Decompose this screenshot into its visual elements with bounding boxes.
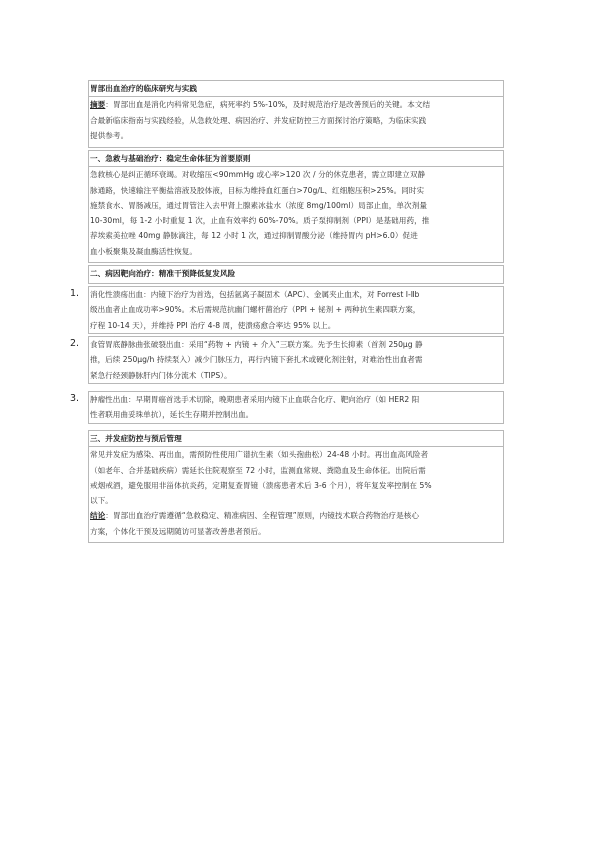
paragraph-line: 10-30ml，每 1-2 小时重复 1 次，止血有效率约 60%-70%。质子泵抑制剂（PPI）是基础用药，推 [90,216,430,226]
section-etiology-heading-box [88,265,504,284]
abstract-box [88,80,504,148]
list-number: 2. [70,338,80,349]
conclusion-line [89,508,503,523]
section-emergency-box [88,150,504,263]
paragraph-line: 血小板聚集及凝血酶活性恢复。 [90,246,198,256]
abstract-line: 合最新临床指南与实践经验，从急救处理、病因治疗、并发症防控三方面探讨治疗策略，为临床实践 [90,115,427,125]
list-item-line: 食管胃底静脉曲张破裂出血：采用“药物 + 内镜 + 介入”三联方案。先予生长抑素（首剂 250μg 静 [90,340,423,349]
list-item-box [88,336,504,384]
list-item-line: 推，后续 250μg/h 持续泵入）减少门脉压力，再行内镜下套扎术或硬化剂注射，对难治性出血者需 [90,355,423,365]
section-heading: 三、并发症防控与预后管理 [89,431,503,447]
paragraph-line: （如老年、合并基础疾病）需延长住院观察至 72 小时，监测血常规、粪隐血及生命体征。出院后需 [90,465,426,475]
list-number: 3. [70,393,80,404]
paragraph-line: 急救核心是纠正循环衰竭。对收缩压<90mmHg 或心率>120 次 / 分的休克患者，需立即建立双静 [90,170,426,180]
list-item-line: 性者联用曲妥珠单抗），延长生存期并控制出血。 [90,410,254,420]
section-heading: 二、病因靶向治疗：精准干预降低复发风险 [90,269,236,278]
paragraph-line: 脉通路，快速输注平衡盐溶液及胶体液，目标为维持血红蛋白>70g/L、红细胞压积>25%。同时实 [90,185,425,195]
conclusion-text: ：胃部出血治疗需遵循“急救稳定、精准病因、全程管理”原则，内镜技术联合药物治疗是核心 [105,511,420,521]
list-number: 1. [70,288,80,299]
list-item-box [88,286,504,334]
paragraph-line: 戒烟戒酒，避免服用非甾体抗炎药，定期复查胃镜（溃疡患者术后 3-6 个月），将年复发率控制在 5% [90,480,432,490]
list-item-box [88,391,504,424]
abstract-text: ：胃部出血是消化内科常见急症，病死率约 5%-10%，及时规范治疗是改善预后的关键。本文结 [105,100,431,110]
conclusion-label: 结论 [90,511,106,521]
section-complications-box [88,430,504,543]
conclusion-line: 方案，个体化干预及远期随访可显著改善患者预后。 [90,526,266,536]
document-title: 胃部出血治疗的临床研究与实践 [89,81,503,97]
list-item-line: 疗程 10-14 天），并维持 PPI 治疗 4-8 周，使溃疡愈合率达 95% 以上。 [90,320,336,330]
abstract-label: 摘要 [90,100,106,110]
paragraph-line: 施禁食水、胃肠减压，通过胃管注入去甲肾上腺素冰盐水（浓度 8mg/100ml）局部止血，单次剂量 [90,200,427,210]
list-item-line: 消化性溃疡出血：内镜下治疗为首选，包括氩离子凝固术（APC）、金属夹止血术，对 Forrest Ⅰ-Ⅱb [90,290,420,299]
paragraph-line: 常见并发症为感染、再出血，需预防性使用广谱抗生素（如头孢曲松）24-48 小时。再出血高风险者 [90,450,429,460]
abstract-line [89,97,503,112]
paragraph-line: 荐埃索美拉唑 40mg 静脉滴注，每 12 小时 1 次，通过抑制胃酸分泌（维持胃内 pH>6.0）促进 [90,231,418,241]
list-item-line: 级出血者止血成功率>90%。术后需规范抗幽门螺杆菌治疗（PPI + 铋剂 + 两种抗生素四联方案， [90,305,421,315]
section-heading: 一、急救与基础治疗：稳定生命体征为首要原则 [89,151,503,167]
list-item-line: 紧急行经颈静脉肝内门体分流术（TIPS）。 [90,370,232,380]
list-item-line: 肿瘤性出血：早期胃癌首选手术切除，晚期患者采用内镜下止血联合化疗、靶向治疗（如 HER2 阳 [90,395,420,404]
abstract-line: 提供参考。 [90,130,129,140]
paragraph-line: 以下。 [90,496,113,506]
